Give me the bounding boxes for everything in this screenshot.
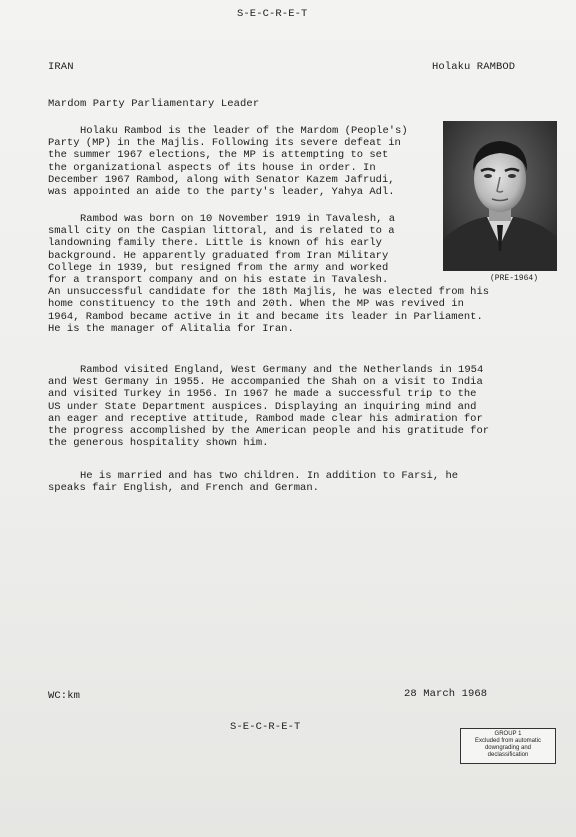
text-line: the generous hospitality shown him. <box>48 437 269 450</box>
text-line: an eager and receptive attitude, Rambod made clear his admiration for <box>48 412 483 425</box>
text-line: for a transport company and on his estate in Tavalesh. <box>48 274 389 287</box>
text-line: small city on the Caspian littoral, and is related to a <box>48 225 395 238</box>
text-line: home constituency to the 19th and 20th. When the MP was revived in <box>48 298 464 311</box>
country-label: IRAN <box>48 61 74 73</box>
typist-initials: WC:km <box>48 690 81 702</box>
paragraph-3 <box>48 364 489 449</box>
document-heading: Mardom Party Parliamentary Leader <box>48 98 260 110</box>
text-line: was appointed an aide to the party's leader, Yahya Adl. <box>48 186 395 199</box>
text-line: US under State Department auspices. Displaying an inquiring mind and <box>48 400 477 413</box>
text-line: the organizational aspects of its house in order. In <box>48 161 376 174</box>
paragraph-2 <box>48 213 489 335</box>
photo-caption: (PRE-1964) <box>490 274 539 283</box>
text-line: He is the manager of Alitalia for Iran. <box>48 322 294 335</box>
text-line: landowning family there. Little is known of his early <box>48 237 382 250</box>
text-line: Holaku Rambod is the leader of the Mardom (People's) <box>80 125 408 137</box>
text-line: background. He apparently graduated from Iran Military <box>48 249 389 262</box>
classification-bottom: S-E-C-R-E-T <box>230 721 301 733</box>
stamp-downgrading: downgrading and <box>484 745 532 751</box>
text-line: College in 1939, but resigned from the army and worked <box>48 261 389 274</box>
text-line: and West Germany in 1955. He accompanied the Shah on a visit to India <box>48 376 483 389</box>
classification-top: S-E-C-R-E-T <box>237 8 308 20</box>
text-line: December 1967 Rambod, along with Senator Kazem Jafrudi, <box>48 173 395 186</box>
text-line: 1964, Rambod became active in it and became its leader in Parliament. <box>48 310 483 323</box>
text-line: and visited Turkey in 1956. In 1967 he made a successful trip to the <box>48 388 477 401</box>
paragraph-4 <box>48 470 458 494</box>
stamp-group: GROUP 1 <box>494 731 522 737</box>
text-line: the progress accomplished by the American people and his gratitude for <box>48 425 490 438</box>
text-line: An unsuccessful candidate for the 18th Majlis, he was elected from his <box>48 286 490 299</box>
text-line: Rambod visited England, West Germany and the Netherlands in 1954 <box>80 364 484 376</box>
text-line: the summer 1967 elections, the MP is attempting to set <box>48 149 389 162</box>
stamp-excluded: Excluded from automatic <box>474 738 542 744</box>
text-line: speaks fair English, and French and German. <box>48 482 319 495</box>
subject-name: Holaku RAMBOD <box>432 61 516 73</box>
text-line: Rambod was born on 10 November 1919 in Tavalesh, a <box>80 213 396 225</box>
text-line: He is married and has two children. In addition to Farsi, he <box>80 470 459 482</box>
text-line: Party (MP) in the Majlis. Following its severe defeat in <box>48 137 401 150</box>
declassification-stamp <box>460 728 556 764</box>
paragraph-1 <box>48 125 408 198</box>
stamp-declassification: declassification <box>487 752 529 758</box>
document-date: 28 March 1968 <box>404 688 488 700</box>
